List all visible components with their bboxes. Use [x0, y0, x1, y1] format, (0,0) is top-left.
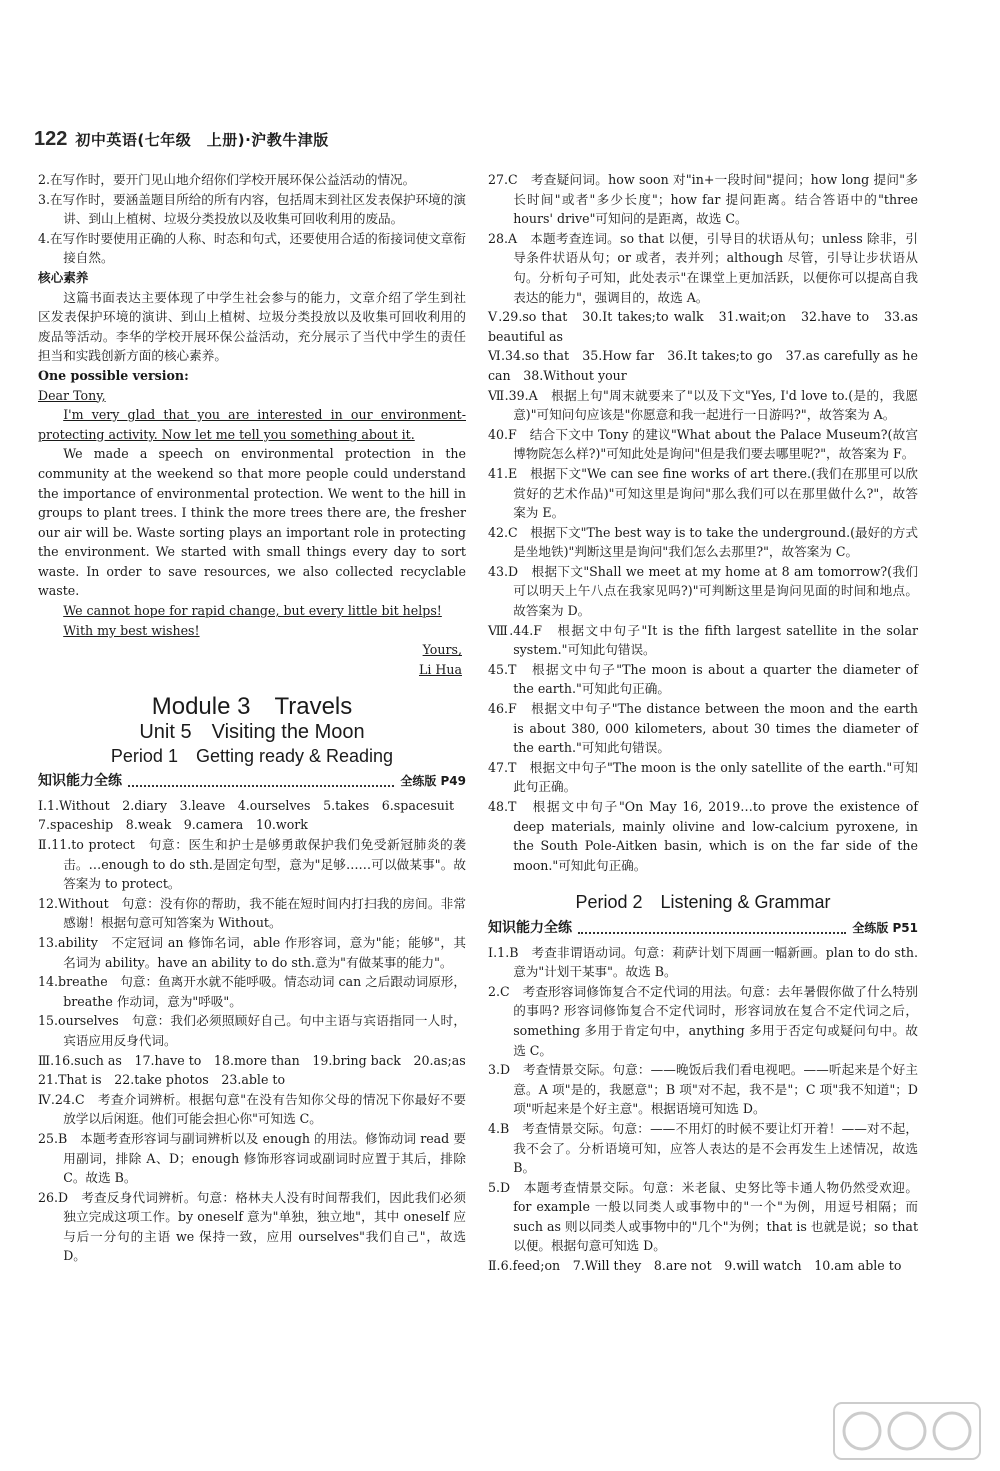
period-title: Period 2 Listening & Grammar	[575, 892, 831, 913]
watermark-logo	[832, 1401, 982, 1461]
answer-line: Ⅱ.6.feed;on 7.Will they 8.are not 9.will watch 10.am able to	[488, 1258, 902, 1274]
answer-line: 27.C 考查疑问词。how soon 对"in+一段时间"提问；how long 提问"多长时间"或者"多少长度"；how far 提问距离。结合答语中的"three hours' drive"可知问的是距离，故选 C。	[488, 172, 918, 227]
answer-line: Ⅳ.24.C 考查介词辨析。根据句意"在没有告知你父母的情况下你最好不要放学以后闲逛。他们可能会担心你"可知选 C。	[38, 1091, 466, 1127]
right-column	[488, 170, 918, 1276]
practice-label: 知识能力全练	[488, 919, 572, 936]
module-title: Module 3 Travels	[151, 693, 353, 721]
answer-line: 42.C 根据下文"The best way is to take the underground.(最好的方式是坐地铁)"判断这里是询问"我们怎么去那里?"，故答案为 C。	[488, 524, 918, 560]
answer-line: 41.E 根据下文"We can see fine works of art there.(我们在那里可以欣赏好的艺术作品)"可知这里是询问"那么我们可以在那里做什么?"，故答案为 E。	[488, 465, 918, 521]
core-label: 核心素养	[38, 269, 89, 285]
unit-title: Unit 5 Visiting the Moon	[139, 721, 365, 744]
answer-line: 15.ourselves 句意：我们必须照顾好自己。句中主语与宾语指同一人时，宾语应用反身代词。	[38, 1013, 466, 1048]
answer-line: 21.That is 22.take photos 23.able to	[38, 1072, 286, 1088]
signature: Li Hua	[419, 661, 462, 677]
answer-line: Ⅵ.34.so that 35.How far 36.It takes;to go 37.as carefully as he can 38.Without your	[488, 348, 918, 383]
letter-paragraph: With my best wishes!	[63, 622, 200, 638]
letter-paragraph: I'm very glad that you are interested in our environment-protecting activity. Now let me tell you something about it.	[38, 407, 466, 442]
answer-line: Ⅲ.16.such as 17.have to 18.more than 19.bring back 20.as;as	[38, 1052, 466, 1068]
answer-line: 7.spaceship 8.weak 9.camera 10.work	[38, 817, 308, 833]
practice-bar	[488, 919, 918, 939]
answer-line: 48.T 根据文中句子"On May 16, 2019…to prove the existence of deep materials, mainly olivine and low-calcium pyroxene, in the South Pole-Aitken basin, which is on the far side of the moon."可知此句正确。	[488, 799, 918, 873]
version-label: One possible version:	[38, 367, 189, 383]
answer-line: 45.T 根据文中句子"The moon is about a quarter the diameter of the earth."可知此句正确。	[488, 661, 918, 697]
answer-line: 25.B 本题考查形容词与副词辨析以及 enough 的用法。修饰动词 read 要用副词，排除 A、D；enough 修饰形容词或副词时应置于其后，排除 C。故选 B。	[38, 1130, 466, 1186]
answer-line: 26.D 考查反身代词辨析。句意：格林夫人没有时间帮我们，因此我们必须独立完成这项工作。by oneself 意为"单独，独立地"，其中 oneself 应与后一分句的主语 we 保持一致，应用 ourselves"我们自己"，故选 D。	[38, 1189, 466, 1264]
letter-paragraph: We made a speech on environmental protection in the community at the weekend so that more people could understand the importance of environmental protection. We went to the hill in groups to plant trees. I think the more trees there are, the fresher our air will be. Waste sorting plays an important role in protecting the environment. We started with small things every day to sort waste. In order to save resources, we also collected recyclable waste.	[38, 446, 466, 599]
answer-line: Ⅴ.29.so that 30.It takes;to walk 31.wait;on 32.have to 33.as beautiful as	[488, 309, 918, 344]
answer-line: Ⅰ.1.B 考查非谓语动词。句意：莉萨计划下周画一幅新画。plan to do sth.意为"计划干某事"。故选 B。	[488, 944, 918, 980]
practice-bar	[38, 772, 466, 792]
intro-item: 3.在写作时，要涵盖题目所给的所有内容，包括周末到社区发表保护环境的演讲、到山上植树、垃圾分类投放以及收集可回收利用的废品。	[38, 191, 466, 227]
answer-line: Ⅶ.39.A 根据上句"周末就要来了"以及下文"Yes, I'd love to.(是的，我愿意)"可知问句应该是"你愿意和我一起进行一日游吗?"，故答案为 A。	[488, 387, 918, 423]
practice-page: 全练版 P49	[400, 774, 466, 789]
answer-line: Ⅷ.44.F 根据文中句子"It is the fifth largest satellite in the solar system."可知此句错误。	[488, 622, 918, 658]
answer-line: Ⅰ.1.Without 2.diary 3.leave 4.ourselves 5.takes 6.spacesuit	[38, 797, 455, 813]
answer-line: 28.A 本题考查连词。so that 以便，引导目的状语从句；unless 除非，引导条件状语从句；or 或者，表并列；although 尽管，引导让步状语从句。分析句子可知，此处表示"在课堂上更加活跃，以便你可以提高自我表达的能力"，强调目的，故选 A。	[488, 230, 918, 305]
page-header	[34, 128, 329, 151]
book-title: 初中英语(七年级 上册)·沪教牛津版	[75, 131, 329, 149]
dotted-leader	[578, 924, 846, 934]
answer-line: 5.D 本题考查情景交际。句意：米老鼠、史努比等卡通人物仍然受欢迎。for example 一般以同类人或事物中的"一个"为例，用逗号相隔；而 such as 则以同类人或事物中的"几个"为例；that is 也就是说；so that 以便。根据句意可知选 D。	[488, 1179, 918, 1254]
letter-paragraph: We cannot hope for rapid change, but every little bit helps!	[63, 603, 442, 619]
answer-line: 43.D 根据下文"Shall we meet at my home at 8 am tomorrow?(我们可以明天上午八点在我家见吗?)"可判断这里是询问见面的时间和地点。故答案为 D。	[488, 563, 918, 619]
answer-line: 4.B 考查情景交际。句意：——不用灯的时候不要让灯开着！——对不起，我不会了。分析语境可知，应答人表达的是不会再发生上述情况，故选 B。	[488, 1120, 918, 1176]
answer-line: 12.Without 句意：没有你的帮助，我不能在短时间内打扫我的房间。非常感谢！根据句意可知答案为 Without。	[38, 895, 466, 931]
dotted-leader	[128, 777, 394, 787]
left-column	[38, 170, 466, 1266]
practice-label: 知识能力全练	[38, 773, 122, 790]
period-title: Period 1 Getting ready & Reading	[110, 745, 394, 766]
practice-page: 全练版 P51	[852, 920, 918, 935]
answer-line: 40.F 结合下文中 Tony 的建议"What about the Palace Museum?(故宫博物院怎么样?)"可知此处是询问"但是我们要去哪里呢?"，故答案为 F。	[488, 426, 918, 462]
answer-line: 14.breathe 句意：鱼离开水就不能呼吸。情态动词 can 之后跟动词原形，breathe 作动词，意为"呼吸"。	[38, 974, 466, 1009]
answer-line: Ⅱ.11.to protect 句意：医生和护士是够勇敢保护我们免受新冠肺炎的袭击。…enough to do sth.是固定句型，意为"足够……可以做某事"。故答案为 to protect。	[38, 837, 466, 892]
answer-line: 3.D 考查情景交际。句意：——晚饭后我们看电视吧。——听起来是个好主意。A 项"是的，我愿意"；B 项"对不起，我不是"；C 项"我不知道"；D 项"听起来是个好主意"。根据语境可知选 D。	[488, 1062, 918, 1117]
closing: Yours,	[422, 642, 462, 658]
answer-line: 13.ability 不定冠词 an 修饰名词，able 作形容词，意为"能；能够"，其名词为 ability。have an ability to do sth.意为"有做某事的能力"。	[38, 934, 466, 970]
answer-line: 2.C 考查形容词修饰复合不定代词的用法。句意：去年暑假你做了什么特别的事吗? 形容词修饰复合不定代词时，形容词放在复合不定代词之后，something 多用于肯定句中，anything 多用于否定句或疑问句中。故选 C。	[488, 983, 918, 1058]
core-text: 这篇书面表达主要体现了中学生社会参与的能力，文章介绍了学生到社区发表保护环境的演讲、到山上植树、垃圾分类投放以及收集可回收利用的废品等活动。李华的学校开展环保公益活动，充分展示了当代中学生的责任担当和实践创新方面的核心素养。	[38, 289, 466, 364]
answer-line: 46.F 根据文中句子"The distance between the moon and the earth is about 380, 000 kilometers, about 30 times the diameter of the earth."可知此句错误。	[488, 701, 918, 756]
salutation: Dear Tony,	[38, 387, 106, 403]
intro-item: 2.在写作时，要开门见山地介绍你们学校开展环保公益活动的情况。	[38, 172, 416, 187]
intro-item: 4.在写作时要使用正确的人称、时态和句式，还要使用合适的衔接词使文章衔接自然。	[38, 230, 466, 266]
page-number: 122	[34, 128, 68, 150]
answer-line: 47.T 根据文中句子"The moon is the only satellite of the earth."可知此句正确。	[488, 759, 918, 795]
